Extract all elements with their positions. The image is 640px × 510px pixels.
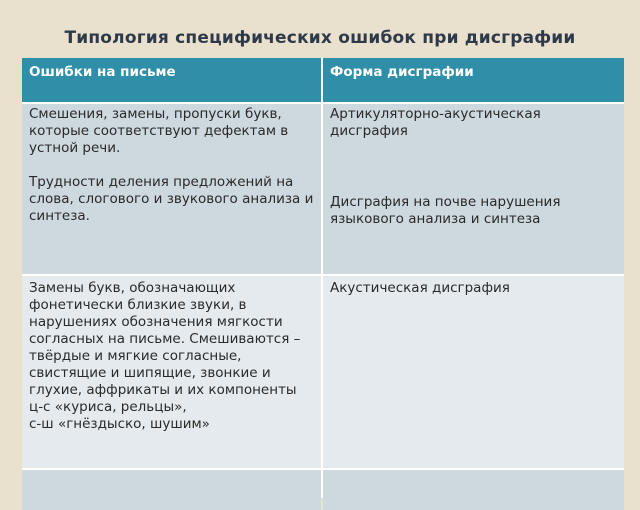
- row3-forms-cell: [323, 470, 624, 510]
- row2-forms-cell: [323, 276, 624, 468]
- header-errors-label: Ошибки на письме: [29, 64, 176, 80]
- row2-form-1: Акустическая дисграфия: [330, 280, 510, 296]
- row2-error-2: ц-с «куриса, рельцы»,: [29, 399, 187, 415]
- row3-errors-cell: [22, 470, 321, 510]
- row1-error-1: Смешения, замены, пропуски букв, которые соответствуют дефектам в устной речи.: [29, 106, 289, 156]
- slide-title: Типология специфических ошибок при дисграфии: [64, 28, 576, 48]
- row1-forms-cell: [323, 104, 624, 274]
- row1-form-2: Дисграфия на почве нарушения языкового анализа и синтеза: [330, 194, 561, 227]
- row1-errors-cell: [22, 104, 321, 274]
- row2-errors-cell: [22, 276, 321, 468]
- row2-error-3: с-ш «гнёздыско, шушим»: [29, 416, 210, 432]
- typology-table: [22, 58, 624, 498]
- row1-form-1: Артикуляторно-акустическая дисграфия: [330, 106, 541, 139]
- header-errors: [22, 58, 321, 102]
- header-forms-label: Форма дисграфии: [330, 64, 474, 80]
- row2-error-1: Замены букв, обозначающих фонетически близкие звуки, в нарушениях обозначения мягкости согласных на письме. Смешиваются – твёрдые и мягкие согласные, свистящие и шипящие, звонкие и глухие, аффрикаты и их компоненты: [29, 280, 301, 398]
- header-forms: [323, 58, 624, 102]
- row1-error-2: Трудности деления предложений на слова, слогового и звукового анализа и синтеза.: [29, 174, 314, 224]
